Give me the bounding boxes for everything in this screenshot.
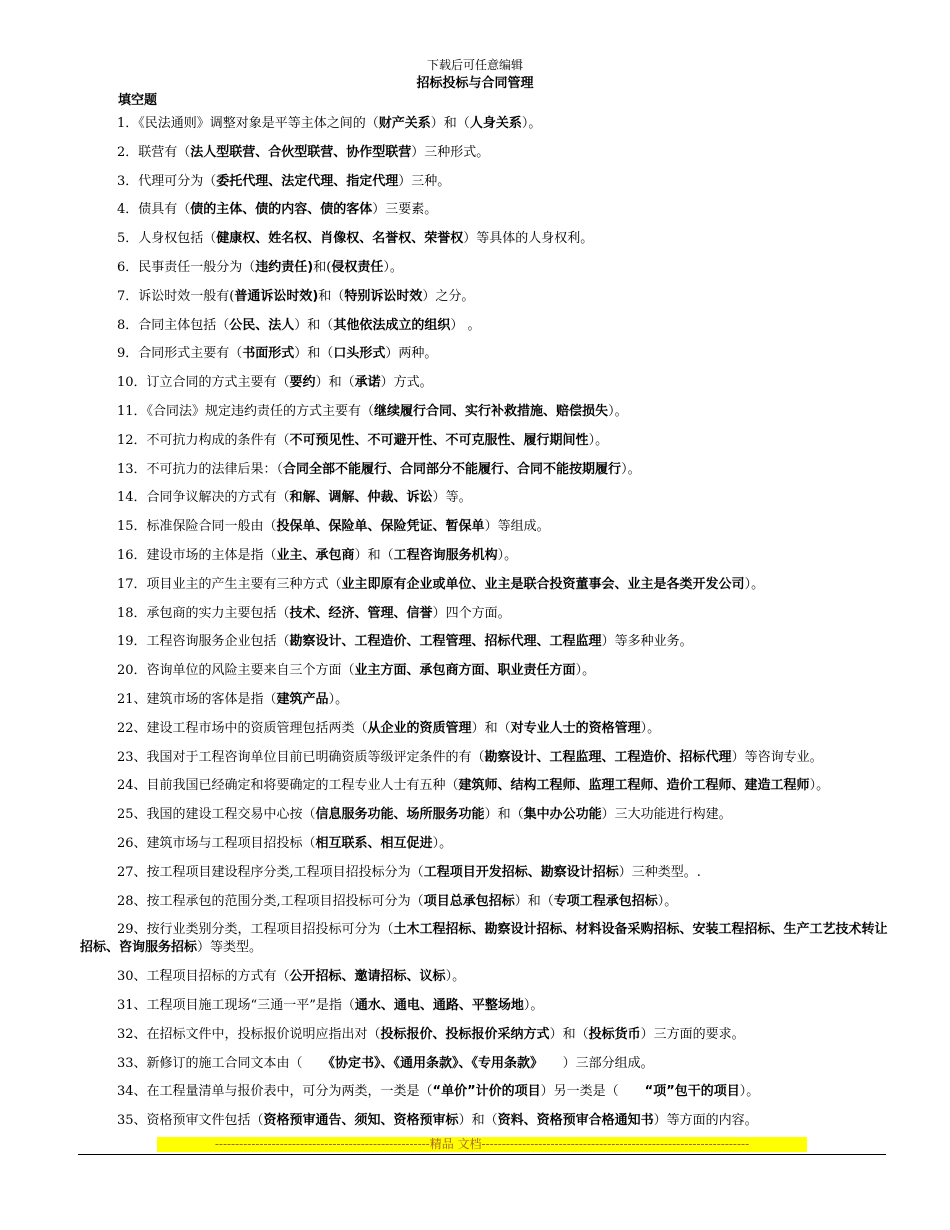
question-text: 32、在招标文件中，投标报价说明应指出对（ (117, 1026, 381, 1042)
question-item (80, 1055, 890, 1073)
question-item (80, 201, 890, 219)
question-item (80, 403, 890, 421)
question-text: ）等方面的内容。 (653, 1113, 758, 1129)
question-text: 29、按行业类别分类，工程项目招投标可分为（ (117, 922, 394, 938)
question-text: ）三种类型。. (618, 864, 701, 880)
answer-text: 财产关系 (378, 116, 431, 131)
question-text: 16．建设市场的主体是指（ (117, 547, 277, 563)
answer-text: 相互联系、相互促进 (315, 835, 433, 851)
question-text: 22、建设工程市场中的资质管理包括两类（ (117, 720, 368, 736)
question-text: ）。 (657, 893, 678, 909)
answer-text: 资料、资格预审合格通知书 (497, 1113, 654, 1129)
answer-text: 投保单、保险单、保险凭证、暂保单 (276, 519, 485, 535)
question-item (80, 345, 890, 363)
question-item (80, 835, 890, 853)
answer-text: 通水、通电、通路、平整场地 (354, 997, 524, 1013)
answer-text: 业主方面、承包商方面、职业责任方面 (354, 663, 576, 679)
question-text: 3．代理可分为（ (117, 173, 217, 189)
question-item (80, 489, 890, 507)
question-text: 30、工程项目招标的方式有（ (117, 969, 290, 985)
question-item (80, 230, 890, 248)
question-text: 5．人身权包括（ (117, 231, 217, 247)
question-text: 9．合同形式主要有（ (117, 346, 243, 362)
answer-text: 法人型联营、合伙型联营、协作型联营 (190, 144, 412, 160)
question-text: ）。 (809, 778, 830, 794)
question-text: ）。 (608, 403, 628, 419)
question-text: ）之分。 (422, 288, 475, 304)
answer-text: 债的主体、债的内容、债的客体 (190, 202, 373, 218)
question-text: ）。 (445, 969, 466, 985)
answer-text: 专项工程承包招标 (553, 893, 658, 909)
answer-text: 《协定书》、《通用条款》、《专用条款》 (328, 1055, 537, 1071)
question-text: 15．标准保险合同一般由（ (117, 519, 277, 535)
answer-text: 工程项目开发招标、勘察设计招标 (423, 864, 619, 880)
answer-text: 资格预审通告、须知、资格预审标 (263, 1113, 459, 1129)
question-text: 1．《民法通则》调整对象是平等主体之间的（ (117, 116, 379, 131)
question-item (80, 374, 890, 392)
question-text: ）等组成。 (484, 519, 550, 535)
question-text: ）三方面的要求。 (640, 1026, 745, 1042)
question-text: 35、资格预审文件包括（ (117, 1113, 264, 1129)
question-text: 20．咨询单位的风险主要来自三个方面（ (117, 663, 355, 679)
question-item (80, 864, 890, 882)
question-item (80, 547, 890, 565)
answer-text: 委托代理、法定代理、指定代理 (216, 173, 399, 189)
answer-text: 业主即原有企业或单位、业主是联合投资董事会、业主是各类开发公司 (341, 576, 745, 592)
question-text: ）。 (383, 259, 403, 275)
answer-text: 信息服务功能、场所服务功能 (315, 807, 485, 823)
document-title: 招标投标与合同管理 (416, 76, 534, 91)
question-text: 28、按工程承包的范围分类,工程项目招投标可分为（ (117, 893, 424, 909)
question-text: 21、建筑市场的客体是指（ (117, 691, 277, 707)
question-item (80, 259, 890, 277)
question-item (80, 115, 890, 133)
question-text: 27、按工程项目建设程序分类,工程项目招投标分为（ (117, 864, 424, 880)
question-text: 8．合同主体包括（ (117, 317, 230, 333)
question-text: 6．民事责任一般分为（ (117, 259, 256, 275)
footer-banner: -----------------------------------------------------精品 文档------------------------------------------------------------------ (157, 1137, 807, 1152)
answer-text: 勘察设计、工程监理、工程造价、招标代理 (484, 749, 732, 765)
question-item (80, 633, 890, 651)
question-text: ）。 (640, 720, 661, 736)
question-text: 2．联营有（ (117, 144, 191, 160)
question-text: ）等具体的人身权利。 (463, 231, 594, 247)
answer-text: 公民、法人 (229, 317, 295, 333)
question-text: ）三大功能进行构建。 (601, 807, 732, 823)
question-text: 10．订立合同的方式主要有（ (117, 375, 290, 391)
answer-text: 业主、承包商 (276, 547, 355, 563)
question-text: 14．合同争议解决的方式有（ (117, 490, 290, 506)
question-text: ）和（ (484, 807, 524, 823)
question-text: 18．承包商的实力主要包括（ (117, 605, 290, 621)
question-text: ）等多种业务。 (601, 634, 693, 650)
question-text: ）和（ (471, 720, 511, 736)
question-item (80, 662, 890, 680)
answer-text: 口头形式 (333, 346, 386, 362)
question-item (80, 921, 890, 957)
question-text: 11．《合同法》规定违约责任的方式主要有（ (117, 403, 375, 419)
answer-text: 公开招标、邀请招标、议标 (289, 969, 446, 985)
question-text: ）。 (744, 576, 765, 592)
question-item (80, 317, 890, 335)
question-text: ）和（ (458, 1113, 498, 1129)
answer-text: 其他依法成立的组织 (333, 317, 451, 333)
question-text: ）两种。 (385, 346, 438, 362)
question-item (80, 1112, 890, 1130)
answer-text: 普通诉讼时效) (234, 288, 319, 304)
question-text: ）和（ (430, 116, 470, 131)
question-text: 13．不可抗力的法律后果：（ (117, 461, 284, 477)
answer-text: 技术、经济、管理、信誉 (289, 605, 433, 621)
question-text: 34、在工程量清单与报价表中，可分为两类，一类是（ (117, 1084, 433, 1100)
answer-text: 建筑师、结构工程师、监理工程师、造价工程师、建造工程师 (458, 778, 810, 794)
question-item (80, 173, 890, 191)
answer-text: 要约 (289, 375, 316, 391)
question-text: ）方式。 (380, 375, 433, 391)
question-item (80, 968, 890, 986)
question-item (80, 691, 890, 709)
answer-text: 工程咨询服务机构 (393, 547, 498, 563)
question-text: ）。 (588, 432, 609, 448)
question-text: ）。 (328, 691, 349, 707)
answer-text: 不可预见性、不可避开性、不可克服性、履行期间性 (289, 432, 589, 448)
question-item (80, 576, 890, 594)
answer-text: 对专业人士的资格管理 (510, 720, 641, 736)
answer-text: 投标报价、投标报价采纳方式 (380, 1026, 550, 1042)
question-text: ）。 (432, 835, 453, 851)
question-text: 24、目前我国已经确定和将要确定的工程专业人士有五种（ (117, 778, 459, 794)
question-item (80, 144, 890, 162)
question-text: 和( (313, 259, 332, 275)
question-item (80, 720, 890, 738)
question-text: ）三种。 (398, 173, 451, 189)
answer-text: 特别诉讼时效 (344, 288, 423, 304)
question-text: 25、我国的建设工程交易中心按（ (117, 807, 316, 823)
question-text: ）和（ (294, 346, 334, 362)
question-item (80, 605, 890, 623)
question-item (80, 432, 890, 450)
question-text: ）。 (523, 997, 544, 1013)
answer-text: 集中办公功能 (523, 807, 602, 823)
question-text: ）三部分组成。 (536, 1055, 654, 1071)
question-text: ）和（ (294, 317, 334, 333)
answer-text: 投标货币 (588, 1026, 641, 1042)
answer-text: 和解、调解、仲裁、诉讼 (289, 490, 433, 506)
answer-text: 从企业的资质管理 (367, 720, 472, 736)
section-heading: 填空题 (118, 93, 158, 108)
question-text: ）。 (521, 116, 542, 131)
question-text: 7．诉讼时效一般有( (117, 288, 235, 304)
answer-text: 违约责任) (255, 259, 314, 275)
question-text: ）等类型。 (197, 940, 263, 956)
answer-text: 勘察设计、工程造价、工程管理、招标代理、工程监理 (289, 634, 602, 650)
footer-divider (78, 1154, 886, 1155)
question-text: ）另一类是（ (540, 1084, 645, 1100)
question-text: 12．不可抗力构成的条件有（ (117, 432, 290, 448)
question-text: ）等。 (432, 490, 472, 506)
answer-text: 土木工程招标、勘察设计招标、材料设备采购招标、安装工程招标、生产工艺技术转让招标、咨询服务招标 (80, 922, 888, 956)
question-item (80, 997, 890, 1015)
question-text: ）。 (575, 663, 596, 679)
question-text: ）和（ (354, 547, 394, 563)
question-item (80, 777, 890, 795)
question-text: ）和（ (315, 375, 355, 391)
answer-text: 继续履行合同、实行补救措施、赔偿损失 (374, 403, 609, 419)
answer-text: 项目总承包招标 (423, 893, 515, 909)
question-item (80, 288, 890, 306)
download-note: 下载后可任意编辑 (426, 58, 523, 72)
question-text: ）等咨询专业。 (731, 749, 823, 765)
answer-text: “单价”计价的项目 (432, 1084, 541, 1100)
question-text: ）四个方面。 (432, 605, 511, 621)
question-text: 33、新修订的施工合同文本由（ (117, 1055, 329, 1071)
question-text: 19．工程咨询服务企业包括（ (117, 634, 290, 650)
question-text: ）和（ (514, 893, 554, 909)
question-text: ）。 (621, 461, 641, 477)
question-text: 4．债具有（ (117, 202, 191, 218)
answer-text: 侵权责任 (331, 259, 384, 275)
answer-text: 书面形式 (242, 346, 295, 362)
question-text: ）。 (497, 547, 518, 563)
answer-text: 合同全部不能履行、合同部分不能履行、合同不能按期履行 (283, 461, 622, 477)
question-item (80, 749, 890, 767)
question-item (80, 893, 890, 911)
answer-text: 人身关系 (469, 116, 522, 131)
answer-text: “项”包干的项目 (644, 1084, 740, 1100)
question-text: ） 。 (450, 317, 481, 333)
question-text: ）三种形式。 (411, 144, 490, 160)
answer-text: 健康权、姓名权、肖像权、名誉权、荣誉权 (216, 231, 464, 247)
question-text: 和（ (318, 288, 345, 304)
question-text: ）和（ (549, 1026, 589, 1042)
answer-text: 承诺 (354, 375, 381, 391)
question-item (80, 806, 890, 824)
question-text: ）。 (739, 1084, 760, 1100)
question-text: 31、工程项目施工现场“三通一平”是指（ (117, 997, 355, 1013)
question-text: 23、我国对于工程咨询单位目前已明确资质等级评定条件的有（ (117, 749, 485, 765)
question-item (80, 461, 890, 479)
question-item (80, 518, 890, 536)
answer-text: 建筑产品 (276, 691, 329, 707)
question-item (80, 1083, 890, 1101)
question-list (80, 115, 890, 1141)
question-item (80, 1026, 890, 1044)
question-text: ）三要素。 (372, 202, 438, 218)
question-text: 26、建筑市场与工程项目招投标（ (117, 835, 316, 851)
question-text: 17．项目业主的产生主要有三种方式（ (117, 576, 342, 592)
